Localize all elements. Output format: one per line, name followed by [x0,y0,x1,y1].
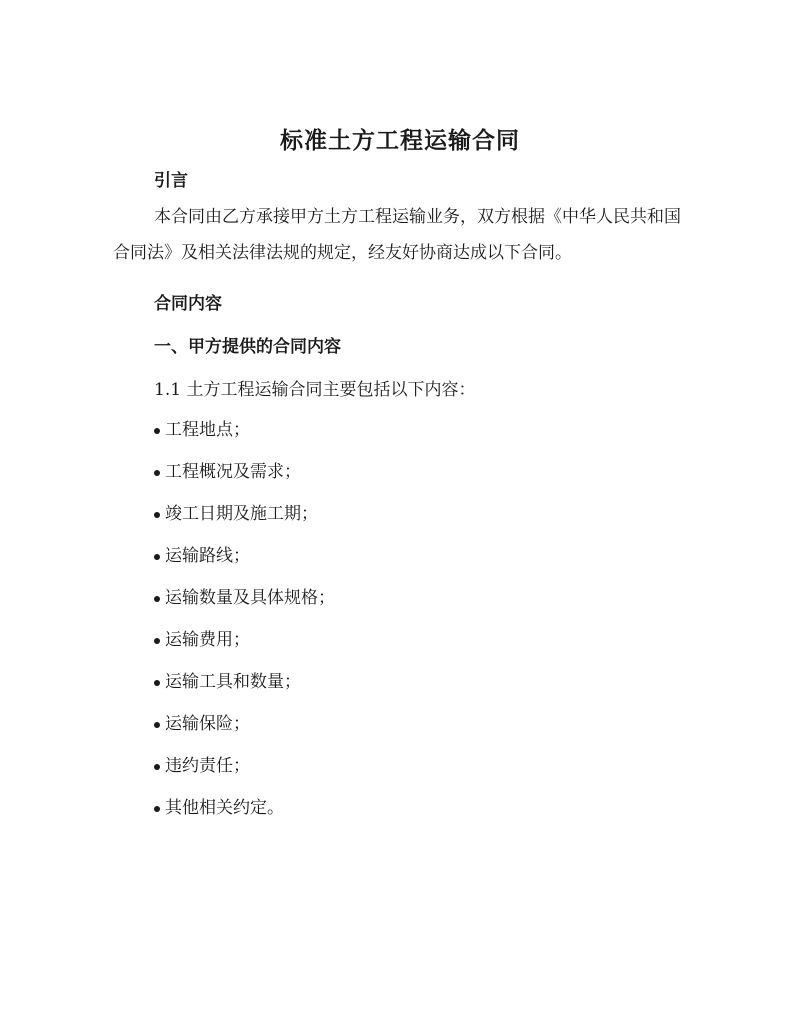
list-item [154,712,335,754]
list-item [154,796,335,838]
list-item-text: 运输保险； [165,714,250,734]
list-item [154,502,335,544]
bullet-icon [154,470,160,476]
list-item [154,586,335,628]
contract-content-heading: 合同内容 [154,294,222,314]
list-item-text: 运输工具和数量； [165,672,301,692]
list-item-text: 竣工日期及施工期； [165,504,318,524]
intro-heading: 引言 [154,171,188,191]
list-item [154,418,335,460]
bullet-icon [154,428,160,434]
list-item [154,628,335,670]
list-item [154,670,335,712]
list-item-text: 工程地点； [165,420,250,440]
bullet-icon [154,554,160,560]
intro-paragraph: 本合同由乙方承接甲方土方工程运输业务，双方根据《中华人民共和国合同法》及相关法律法规的规定，经友好协商达成以下合同。 [113,207,681,263]
section-1-heading: 一、甲方提供的合同内容 [154,337,341,357]
bullet-icon [154,722,160,728]
list-item [154,544,335,586]
bullet-icon [154,680,160,686]
contract-items-list [154,418,335,838]
bullet-icon [154,764,160,770]
bullet-icon [154,596,160,602]
list-item-text: 工程概况及需求； [165,462,301,482]
list-item-text: 违约责任； [165,756,250,776]
list-item-text: 运输费用； [165,630,250,650]
bullet-icon [154,806,160,812]
document-title: 标准土方工程运输合同 [280,127,520,154]
list-item [154,754,335,796]
list-item [154,460,335,502]
list-item-text: 运输路线； [165,546,250,566]
list-item-text: 运输数量及具体规格； [165,588,335,608]
bullet-icon [154,512,160,518]
list-item-text: 其他相关约定。 [165,798,284,818]
bullet-icon [154,638,160,644]
clause-1-1: 1.1 土方工程运输合同主要包括以下内容： [154,380,476,400]
